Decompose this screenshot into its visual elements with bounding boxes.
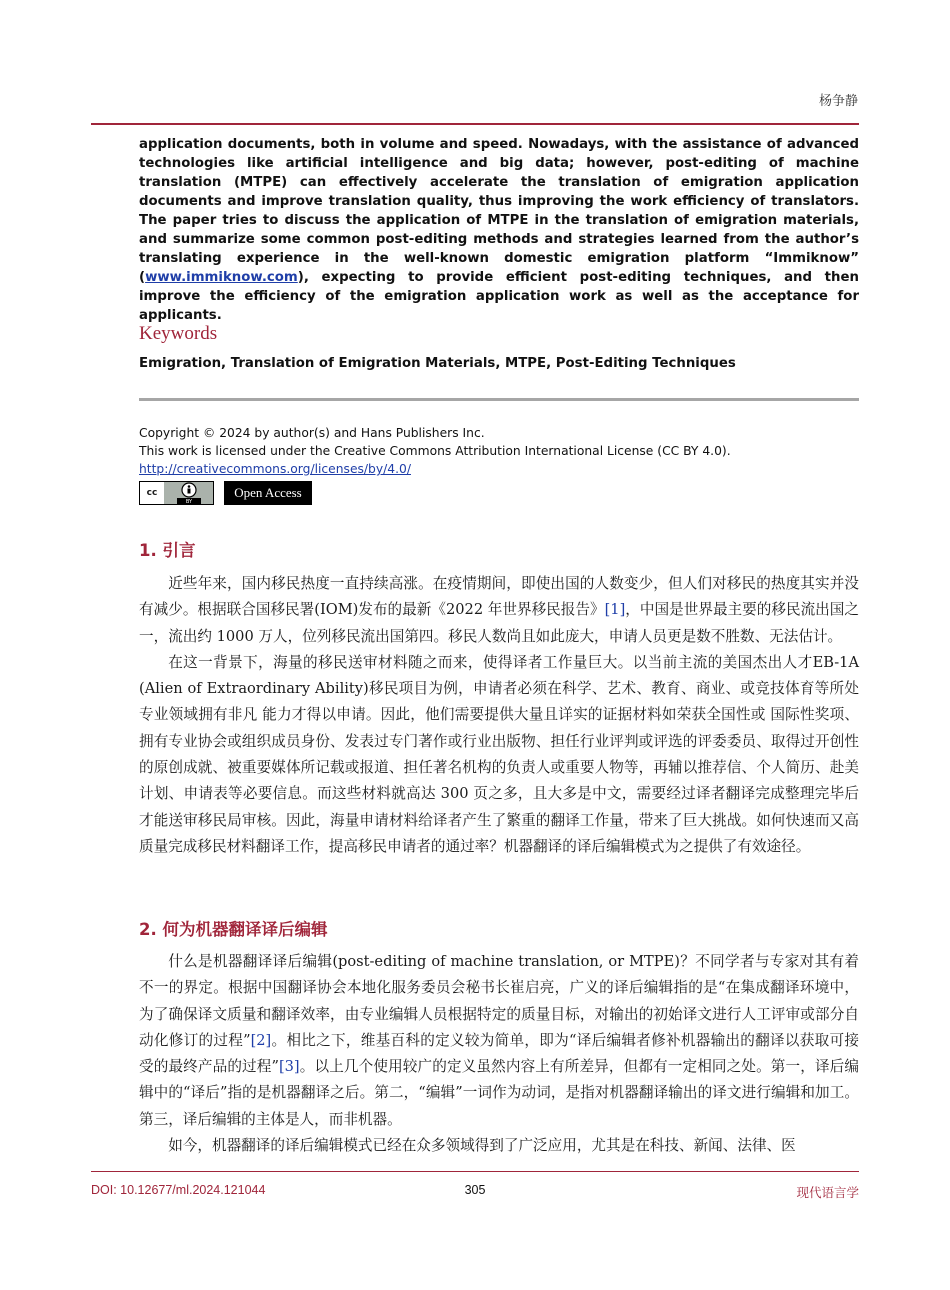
section-heading-mtpe-definition: 2. 何为机器翻译译后编辑 — [139, 920, 328, 939]
running-header-author: 杨争静 — [818, 94, 858, 109]
by-label: BY — [185, 499, 192, 504]
immiknow-link[interactable]: www.immiknow.com — [145, 270, 298, 285]
keywords-list: Emigration, Translation of Emigration Materials, MTPE, Post-Editing Techniques — [139, 356, 736, 371]
footer-rule — [91, 1171, 859, 1172]
section-mtpe-definition-body — [139, 949, 859, 1159]
attribution-icon — [164, 482, 213, 504]
page-number: 305 — [464, 1183, 486, 1197]
paragraph: 什么是机器翻译译后编辑(post-editing of machine translation, or MTPE)？不同学者与专家对其有着不一的界定。根据中国翻译协会本地化服务委员会秘书长崔启亮，广义的译后编辑指的是“在集成翻译环境中，为了确保译文质量和翻译效率，由专业编辑人员根据特定的质量目标，对输出的初始译文进行人工评审或部分自动化修订的过程”[2]。相比之下，维基百科的定义较为简单，即为“译后编辑者修补机器输出的翻译以获取可接受的最终产品的过程”[3]。以上几个使用较广的定义虽然内容上有所差异，但都有一定相同之处。第一，译后编辑中的“译后”指的是机器翻译之后。第二，“编辑”一词作为动词，是指对机器翻译输出的译文进行编辑和加工。第三，译后编辑的主体是人，而非机器。 — [139, 953, 860, 1128]
license-line: This work is licensed under the Creative Commons Attribution International License (CC BY 4.0). — [139, 444, 731, 458]
cc-by-badge[interactable] — [139, 481, 214, 505]
section-introduction-body — [139, 571, 859, 860]
abstract-text: application documents, both in volume and speed. Nowadays, with the assistance of advanced technologies like artificial intelligence and big data; however, post-editing of machine translation (MTPE) can effectively accelerate the translation of emigration application documents and improve translation quality, thus improving the work efficiency of translators. The paper tries to discuss the application of MTPE in the translation of emigration materials, and summarize some common post-editing methods and strategies learned from the author’s translating experience in the well-known domestic emigration platform “Immiknow” (www.immiknow.com), expecting to provide efficient post-editing techniques, and then improve the efficiency of the emigration application work as well as the acceptance for applicants. — [139, 137, 859, 323]
section-divider — [139, 398, 859, 401]
cc-icon: cc — [140, 482, 164, 504]
license-badges — [139, 481, 312, 505]
copyright-line: Copyright © 2024 by author(s) and Hans Publishers Inc. — [139, 426, 485, 440]
license-url-link[interactable]: http://creativecommons.org/licenses/by/4.0/ — [139, 462, 411, 476]
doi-footer: DOI: 10.12677/ml.2024.121044 — [91, 1183, 266, 1197]
keywords-heading: Keywords — [139, 323, 218, 344]
header-rule — [91, 123, 859, 125]
open-access-badge[interactable]: Open Access — [224, 481, 312, 505]
section-heading-introduction: 1. 引言 — [139, 541, 196, 560]
paragraph: 在这一背景下，海量的移民送审材料随之而来，使得译者工作量巨大。以当前主流的美国杰出人才EB-1A (Alien of Extraordinary Ability)移民项目为例，申请者必须在科学、艺术、教育、商业、或竞技体育等所处专业领域拥有非凡 能力才得以申请。因此，他们需要提供大量且详实的证据材料如荣获全国性或 国际性奖项、拥有专业协会或组织成员身份、发表过专门著作或行业出版物、担任行业评判或评选的评委委员、取得过开创性的原创成就、被重要媒体所记载或报道、担任著名机构的负责人或重要人物等，再辅以推荐信、个人简历、赴美计划、申请表等必要信息。而这些材料就高达 300 页之多，且大多是中文，需要经过译者翻译完成整理完毕后才能送审移民局审核。因此，海量申请材料给译者产生了繁重的翻译工作量，带来了巨大挑战。如何快速而又高质量完成移民材料翻译工作，提高移民申请者的通过率？机器翻译的译后编辑模式为之提供了有效途径。 — [139, 653, 859, 855]
journal-name-footer: 现代语言学 — [796, 1186, 859, 1200]
paragraph: 如今，机器翻译的译后编辑模式已经在众多领域得到了广泛应用，尤其是在科技、新闻、法律、医 — [168, 1137, 796, 1155]
license-block — [139, 424, 731, 478]
paragraph: 近些年来，国内移民热度一直持续高涨。在疫情期间，即使出国的人数变少，但人们对移民的热度其实并没有减少。根据联合国移民署(IOM)发布的最新《2022 年世界移民报告》[1]，中国是世界最主要的移民流出国之一，流出约 1000 万人，位列移民流出国第四。移民人数尚且如此庞大，申请人员更是数不胜数、无法估计。 — [139, 575, 859, 645]
